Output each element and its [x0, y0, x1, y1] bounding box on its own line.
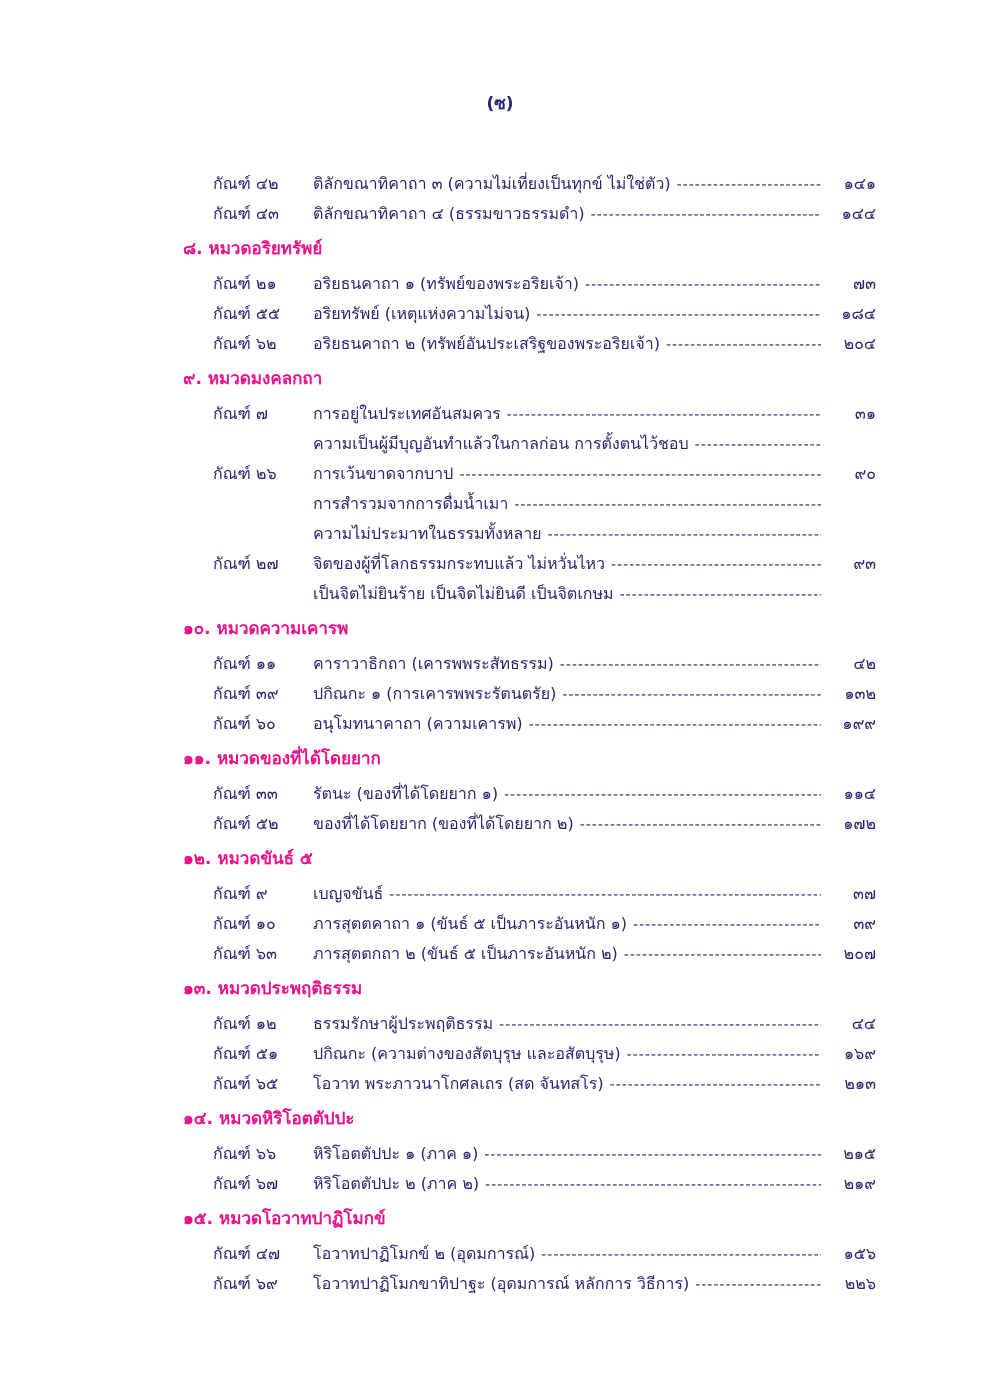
toc-entry — [0, 808, 1000, 838]
section-heading-row — [0, 608, 1000, 648]
entry-page-number: ๙๐ — [854, 464, 876, 483]
entry-kanth-number: กัณฑ์ ๔๓ — [213, 204, 279, 223]
dot-leader — [627, 1047, 821, 1063]
entry-title: การสำรวมจากการดื่มน้ำเมา — [313, 494, 509, 513]
section-heading-row — [0, 358, 1000, 398]
entry-kanth-number: กัณฑ์ ๖๕ — [213, 1074, 279, 1093]
entry-page-number: ๑๗๒ — [843, 814, 876, 833]
entry-title: ความเป็นผู้มีบุญอันทำแล้วในกาลก่อน การตั้งตนไว้ชอบ — [313, 434, 689, 453]
entry-page-number: ๑๕๖ — [843, 1244, 876, 1263]
dot-leader — [485, 1177, 821, 1193]
entry-page-number: ๓๑ — [854, 404, 876, 423]
dot-leader — [459, 467, 821, 483]
entry-title: การเว้นขาดจากบาป — [313, 464, 454, 483]
entry-title: เป็นจิตไม่ยินร้าย เป็นจิตไม่ยินดี เป็นจิตเกษม — [313, 584, 614, 603]
entry-kanth-number: กัณฑ์ ๒๗ — [213, 554, 279, 573]
section-heading-row — [0, 1098, 1000, 1138]
entry-title-wrap — [313, 1142, 821, 1167]
toc-entry — [0, 778, 1000, 808]
entry-page-number: ๑๙๙ — [842, 714, 876, 733]
entry-page-number: ๒๑๓ — [844, 1074, 876, 1093]
page-number: (ซ) — [486, 94, 514, 114]
toc-entry — [0, 458, 1000, 488]
dot-leader — [499, 1017, 821, 1033]
entry-title: อริยทรัพย์ (เหตุแห่งความไม่จน) — [313, 304, 531, 323]
entry-title-wrap — [313, 432, 821, 457]
section-heading: ๑๔. หมวดหิริโอตตัปปะ — [183, 1109, 355, 1129]
entry-title-wrap — [313, 1272, 821, 1297]
section-heading: ๑๒. หมวดขันธ์ ๕ — [183, 849, 313, 869]
entry-title: จิตของผู้ที่โลกธรรมกระทบแล้ว ไม่หวั่นไหว — [313, 554, 606, 573]
section-heading-row — [0, 968, 1000, 1008]
dot-leader — [536, 307, 821, 323]
entry-title: อริยธนคาถา ๒ (ทรัพย์อันประเสริฐของพระอริยเจ้า) — [313, 334, 660, 353]
entry-title-wrap — [313, 652, 821, 677]
entry-title-wrap — [313, 1072, 821, 1097]
toc-entry — [0, 578, 1000, 608]
entry-title-wrap — [313, 332, 821, 357]
toc-entry — [0, 1268, 1000, 1298]
entry-kanth-number: กัณฑ์ ๔๗ — [213, 1244, 281, 1263]
entry-page-number: ๑๑๔ — [843, 784, 876, 803]
toc-entry — [0, 198, 1000, 228]
entry-title: เบญจขันธ์ — [313, 884, 384, 903]
entry-page-number: ๙๓ — [853, 554, 876, 573]
toc-entry — [0, 168, 1000, 198]
entry-page-number: ๓๙ — [853, 914, 876, 933]
dot-leader — [514, 497, 821, 513]
section-heading: ๘. หมวดอริยทรัพย์ — [183, 239, 323, 259]
entry-page-number: ๓๗ — [853, 884, 876, 903]
entry-page-number: ๑๖๙ — [843, 1044, 876, 1063]
entry-title-wrap — [313, 492, 821, 517]
entry-title: คาราวาธิกถา (เคารพพระสัทธรรม) — [313, 654, 554, 673]
entry-title-wrap — [313, 882, 821, 907]
entry-title: ติลักขณาทิคาถา ๔ (ธรรมขาวธรรมดำ) — [313, 204, 585, 223]
entry-title-wrap — [313, 782, 821, 807]
toc-entry — [0, 268, 1000, 298]
dot-leader — [677, 177, 821, 193]
entry-kanth-number: กัณฑ์ ๙ — [213, 884, 268, 903]
entry-title: รัตนะ (ของที่ได้โดยยาก ๑) — [313, 784, 499, 803]
toc-entry — [0, 1008, 1000, 1038]
entry-title-wrap — [313, 272, 821, 297]
entry-title: หิริโอตตัปปะ ๒ (ภาค ๒) — [313, 1174, 480, 1193]
dot-leader — [560, 657, 821, 673]
entry-title-wrap — [313, 1012, 821, 1037]
entry-kanth-number: กัณฑ์ ๖๒ — [213, 334, 277, 353]
entry-title-wrap — [313, 682, 821, 707]
entry-kanth-number: กัณฑ์ ๖๐ — [213, 714, 276, 733]
dot-leader — [611, 557, 821, 573]
entry-title-wrap — [313, 462, 821, 487]
dot-leader — [562, 687, 821, 703]
entry-page-number: ๗๓ — [853, 274, 876, 293]
toc-entry — [0, 908, 1000, 938]
dot-leader — [633, 917, 821, 933]
entry-page-number: ๑๔๔ — [841, 204, 876, 223]
entry-page-number: ๒๐๔ — [843, 334, 876, 353]
entry-kanth-number: กัณฑ์ ๑๐ — [213, 914, 276, 933]
entry-kanth-number: กัณฑ์ ๒๖ — [213, 464, 277, 483]
section-heading-row — [0, 738, 1000, 778]
toc-entry — [0, 1238, 1000, 1268]
entry-title-wrap — [313, 582, 821, 607]
toc-entry — [0, 878, 1000, 908]
entry-title-wrap — [313, 302, 821, 327]
dot-leader — [484, 1147, 821, 1163]
entry-title: โอวาทปาฏิโมกข์ ๒ (อุดมการณ์) — [313, 1244, 536, 1263]
table-of-contents — [0, 168, 1000, 1298]
toc-entry — [0, 1038, 1000, 1068]
toc-entry — [0, 648, 1000, 678]
entry-title: การอยู่ในประเทศอันสมควร — [313, 404, 501, 423]
entry-kanth-number: กัณฑ์ ๖๓ — [213, 944, 277, 963]
entry-kanth-number: กัณฑ์ ๖๖ — [213, 1144, 277, 1163]
entry-page-number: ๑๔๑ — [843, 174, 876, 193]
entry-title-wrap — [313, 202, 821, 227]
dot-leader — [389, 887, 821, 903]
dot-leader — [541, 1247, 821, 1263]
entry-page-number: ๔๔ — [851, 1014, 876, 1033]
entry-title: ภารสุตตกถา ๒ (ขันธ์ ๕ เป็นภาระอันหนัก ๒) — [313, 944, 618, 963]
entry-page-number: ๒๒๖ — [844, 1274, 876, 1293]
toc-entry — [0, 548, 1000, 578]
entry-title-wrap — [313, 812, 821, 837]
dot-leader — [666, 337, 821, 353]
toc-entry — [0, 938, 1000, 968]
entry-kanth-number: กัณฑ์ ๑๒ — [213, 1014, 277, 1033]
entry-page-number: ๒๑๕ — [843, 1144, 876, 1163]
entry-title: ปกิณกะ ๑ (การเคารพพระรัตนตรัย) — [313, 684, 557, 703]
entry-page-number: ๒๑๙ — [843, 1174, 876, 1193]
entry-title-wrap — [313, 402, 821, 427]
section-heading: ๙. หมวดมงคลกถา — [183, 369, 323, 389]
entry-title-wrap — [313, 1172, 821, 1197]
entry-kanth-number: กัณฑ์ ๖๗ — [213, 1174, 279, 1193]
entry-title-wrap — [313, 522, 821, 547]
dot-leader — [624, 947, 821, 963]
entry-page-number: ๑๘๔ — [841, 304, 876, 323]
toc-entry — [0, 708, 1000, 738]
entry-kanth-number: กัณฑ์ ๗ — [213, 404, 268, 423]
dot-leader — [580, 817, 821, 833]
entry-title-wrap — [313, 712, 821, 737]
entry-title: โอวาท พระภาวนาโกศลเถร (สด จันทสโร) — [313, 1074, 604, 1093]
dot-leader — [548, 527, 821, 543]
entry-title: อริยธนคาถา ๑ (ทรัพย์ของพระอริยเจ้า) — [313, 274, 580, 293]
entry-title-wrap — [313, 912, 821, 937]
entry-title: ปกิณกะ (ความต่างของสัตบุรุษ และอสัตบุรุษ) — [313, 1044, 621, 1063]
toc-entry — [0, 298, 1000, 328]
entry-title: ติลักขณาทิคาถา ๓ (ความไม่เที่ยงเป็นทุกข์ ไม่ใช่ตัว) — [313, 174, 671, 193]
dot-leader — [507, 407, 821, 423]
toc-entry — [0, 1168, 1000, 1198]
toc-entry — [0, 398, 1000, 428]
dot-leader — [591, 207, 821, 223]
section-heading: ๑๕. หมวดโอวาทปาฏิโมกข์ — [183, 1209, 386, 1229]
toc-entry — [0, 488, 1000, 518]
entry-title-wrap — [313, 172, 821, 197]
entry-kanth-number: กัณฑ์ ๖๙ — [213, 1274, 278, 1293]
entry-title: ของที่ได้โดยยาก (ของที่ได้โดยยาก ๒) — [313, 814, 574, 833]
toc-entry — [0, 1068, 1000, 1098]
entry-page-number: ๔๒ — [853, 654, 876, 673]
dot-leader — [585, 277, 821, 293]
entry-page-number: ๒๐๗ — [843, 944, 876, 963]
entry-kanth-number: กัณฑ์ ๓๓ — [213, 784, 278, 803]
dot-leader — [610, 1077, 821, 1093]
section-heading-row — [0, 1198, 1000, 1238]
toc-entry — [0, 428, 1000, 458]
section-heading: ๑๓. หมวดประพฤติธรรม — [183, 979, 363, 999]
dot-leader — [620, 587, 821, 603]
dot-leader — [695, 437, 821, 453]
dot-leader — [529, 717, 821, 733]
dot-leader — [504, 787, 821, 803]
dot-leader — [695, 1277, 821, 1293]
entry-kanth-number: กัณฑ์ ๒๑ — [213, 274, 277, 293]
entry-title-wrap — [313, 1242, 821, 1267]
entry-title: ธรรมรักษาผู้ประพฤติธรรม — [313, 1014, 494, 1033]
entry-kanth-number: กัณฑ์ ๕๒ — [213, 814, 279, 833]
section-heading-row — [0, 838, 1000, 878]
section-heading: ๑๐. หมวดความเคารพ — [183, 619, 349, 639]
entry-title: โอวาทปาฏิโมกขาทิปาฐะ (อุดมการณ์ หลักการ วิธีการ) — [313, 1274, 690, 1293]
entry-title: อนุโมทนาคาถา (ความเคารพ) — [313, 714, 523, 733]
entry-kanth-number: กัณฑ์ ๕๑ — [213, 1044, 279, 1063]
section-heading: ๑๑. หมวดของที่ได้โดยยาก — [183, 749, 381, 769]
toc-entry — [0, 518, 1000, 548]
entry-title: หิริโอตตัปปะ ๑ (ภาค ๑) — [313, 1144, 479, 1163]
section-heading-row — [0, 228, 1000, 268]
entry-title-wrap — [313, 1042, 821, 1067]
entry-kanth-number: กัณฑ์ ๓๙ — [213, 684, 279, 703]
entry-kanth-number: กัณฑ์ ๔๒ — [213, 174, 279, 193]
entry-kanth-number: กัณฑ์ ๕๕ — [213, 304, 281, 323]
entry-page-number: ๑๓๒ — [844, 684, 876, 703]
toc-entry — [0, 678, 1000, 708]
entry-kanth-number: กัณฑ์ ๑๑ — [213, 654, 277, 673]
entry-title-wrap — [313, 942, 821, 967]
entry-title: ภารสุตตคาถา ๑ (ขันธ์ ๕ เป็นภาระอันหนัก ๑) — [313, 914, 628, 933]
toc-entry — [0, 328, 1000, 358]
entry-title-wrap — [313, 552, 821, 577]
toc-entry — [0, 1138, 1000, 1168]
entry-title: ความไม่ประมาทในธรรมทั้งหลาย — [313, 524, 542, 543]
